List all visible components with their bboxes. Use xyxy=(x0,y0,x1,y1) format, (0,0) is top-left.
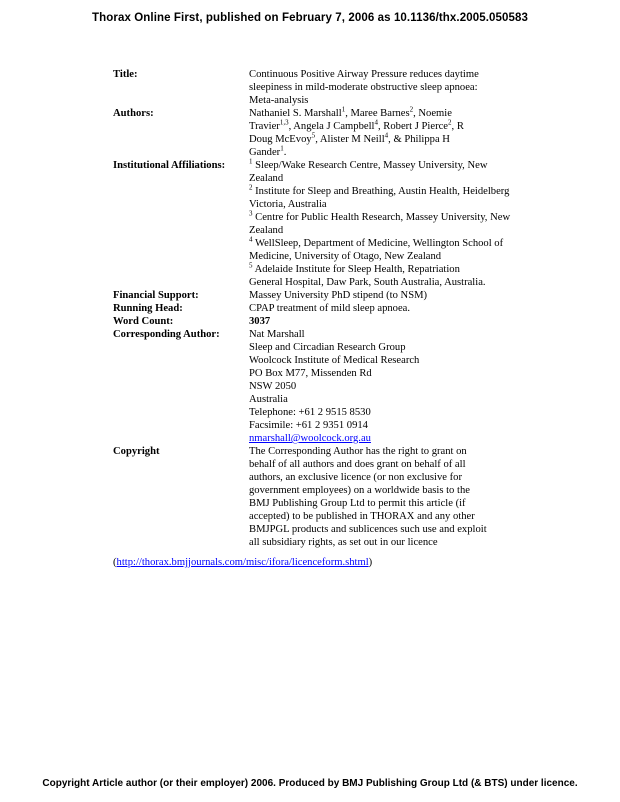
affiliation-line: Medicine, University of Otago, New Zealand xyxy=(249,251,442,262)
copyright-line: government employees) on a worldwide basis to the xyxy=(249,485,470,496)
author-name: , Noemie xyxy=(413,108,452,119)
corresponding-row xyxy=(113,328,553,445)
address-line: Sleep and Circadian Research Group xyxy=(249,342,406,353)
author-name: , Angela J Campbell xyxy=(288,121,375,132)
copyright-line: BMJPGL products and sublicences such use and exploit xyxy=(249,524,487,535)
title-row xyxy=(113,68,553,107)
financial-row xyxy=(113,289,553,302)
address-line: PO Box M77, Missenden Rd xyxy=(249,368,372,379)
author-name: Travier xyxy=(249,121,280,132)
author-affiliation-sup: 4 xyxy=(374,118,378,127)
authors-row xyxy=(113,107,553,159)
address-line: Woolcock Institute of Medical Research xyxy=(249,355,420,366)
copyright-line: accepted) to be published in THORAX and any other xyxy=(249,511,475,522)
telephone-line: Telephone: +61 2 9515 8530 xyxy=(249,407,371,418)
copyright-label: Copyright xyxy=(113,446,160,457)
authors-line xyxy=(249,107,553,120)
authors-line xyxy=(249,120,553,133)
title-line: Continuous Positive Airway Pressure reduces daytime xyxy=(249,69,479,80)
address-line: NSW 2050 xyxy=(249,381,297,392)
affiliation-sup: 4 xyxy=(249,235,253,244)
copyright-line: BMJ Publishing Group Ltd to permit this article (if xyxy=(249,498,466,509)
authors-value xyxy=(249,107,553,159)
author-name: Nathaniel S. Marshall xyxy=(249,108,342,119)
affiliation-line xyxy=(249,263,553,276)
running-head-value: CPAP treatment of mild sleep apnoea. xyxy=(249,303,411,314)
affiliation-line: General Hospital, Daw Park, South Australia, Australia. xyxy=(249,277,486,288)
affiliation-sup: 2 xyxy=(249,183,253,192)
author-name: Doug McEvoy xyxy=(249,134,312,145)
affiliation-line: Zealand xyxy=(249,173,284,184)
email-line xyxy=(249,432,553,445)
journal-banner: Thorax Online First, published on February 7, 2006 as 10.1136/thx.2005.050583 xyxy=(92,12,528,24)
licence-url-link[interactable]: http://thorax.bmjjournals.com/misc/ifora/licenceform.shtml xyxy=(116,557,369,568)
author-name: , Maree Barnes xyxy=(345,108,410,119)
licence-url-close-paren: ) xyxy=(368,557,373,568)
author-affiliation-sup: 1 xyxy=(341,105,346,114)
licence-url-line xyxy=(113,556,372,569)
authors-label: Authors: xyxy=(113,108,154,119)
author-affiliation-sup: 2 xyxy=(448,118,452,127)
corresponding-label: Corresponding Author: xyxy=(113,329,220,340)
authors-line xyxy=(249,133,553,146)
affiliation-line: Victoria, Australia xyxy=(249,199,327,210)
word-count-label: Word Count: xyxy=(113,316,174,327)
author-affiliation-sup: 1,3 xyxy=(279,118,289,127)
affiliation-line xyxy=(249,237,553,250)
affiliation-line xyxy=(249,185,553,198)
running-head-row xyxy=(113,302,553,315)
affiliation-text: Sleep/Wake Research Centre, Massey University, New xyxy=(252,160,488,171)
copyright-line: behalf of all authors and does grant on behalf of all xyxy=(249,459,466,470)
running-head-label: Running Head: xyxy=(113,303,183,314)
author-name: , Alister M Neill xyxy=(315,134,385,145)
copyright-line: authors, an exclusive licence (or non exclusive for xyxy=(249,472,462,483)
author-name: , & Philippa H xyxy=(388,134,450,145)
copyright-line: The Corresponding Author has the right to grant on xyxy=(249,446,467,457)
word-count-value: 3037 xyxy=(249,316,271,327)
title-value xyxy=(249,68,553,107)
affiliation-text: Adelaide Institute for Sleep Health, Repatriation xyxy=(252,264,460,275)
licence-url-open-paren: ( xyxy=(113,557,117,568)
financial-value: Massey University PhD stipend (to NSM) xyxy=(249,290,428,301)
author-name: Gander xyxy=(249,147,281,158)
copyright-value xyxy=(249,445,553,549)
affiliation-sup: 5 xyxy=(249,261,253,270)
financial-label: Financial Support: xyxy=(113,290,199,301)
author-affiliation-sup: 5 xyxy=(311,131,316,140)
affiliations-row xyxy=(113,159,553,289)
title-line: Meta-analysis xyxy=(249,95,309,106)
affiliation-sup: 1 xyxy=(249,157,253,166)
facsimile-line: Facsimile: +61 2 9351 0914 xyxy=(249,420,368,431)
author-affiliation-sup: 1 xyxy=(280,144,284,153)
author-name: , Robert J Pierce xyxy=(377,121,449,132)
affiliation-text: Centre for Public Health Research, Massey University, New xyxy=(252,212,511,223)
author-name: , R xyxy=(451,121,464,132)
affiliation-sup: 3 xyxy=(249,209,253,218)
copyright-row xyxy=(113,445,553,549)
title-label: Title: xyxy=(113,69,138,80)
copyright-line: all subsidiary rights, as set out in our licence xyxy=(249,537,438,548)
title-line: sleepiness in mild-moderate obstructive sleep apnoea: xyxy=(249,82,478,93)
affiliation-text: Institute for Sleep and Breathing, Austin Health, Heidelberg xyxy=(252,186,510,197)
word-count-row xyxy=(113,315,553,328)
author-name: . xyxy=(283,147,287,158)
affiliations-label: Institutional Affiliations: xyxy=(113,160,226,171)
affiliation-line xyxy=(249,159,553,172)
affiliations-value xyxy=(249,159,553,289)
copyright-footer: Copyright Article author (or their employer) 2006. Produced by BMJ Publishing Group Ltd (& BTS) under licence. xyxy=(42,778,578,789)
title-page-block xyxy=(113,68,553,549)
address-line: Nat Marshall xyxy=(249,329,305,340)
affiliation-line xyxy=(249,211,553,224)
email-link[interactable]: nmarshall@woolcock.org.au xyxy=(249,433,371,444)
author-affiliation-sup: 4 xyxy=(384,131,389,140)
corresponding-value xyxy=(249,328,553,445)
authors-line xyxy=(249,146,553,159)
author-affiliation-sup: 2 xyxy=(409,105,414,114)
affiliation-text: WellSleep, Department of Medicine, Wellington School of xyxy=(252,238,504,249)
address-line: Australia xyxy=(249,394,288,405)
affiliation-line: Zealand xyxy=(249,225,284,236)
